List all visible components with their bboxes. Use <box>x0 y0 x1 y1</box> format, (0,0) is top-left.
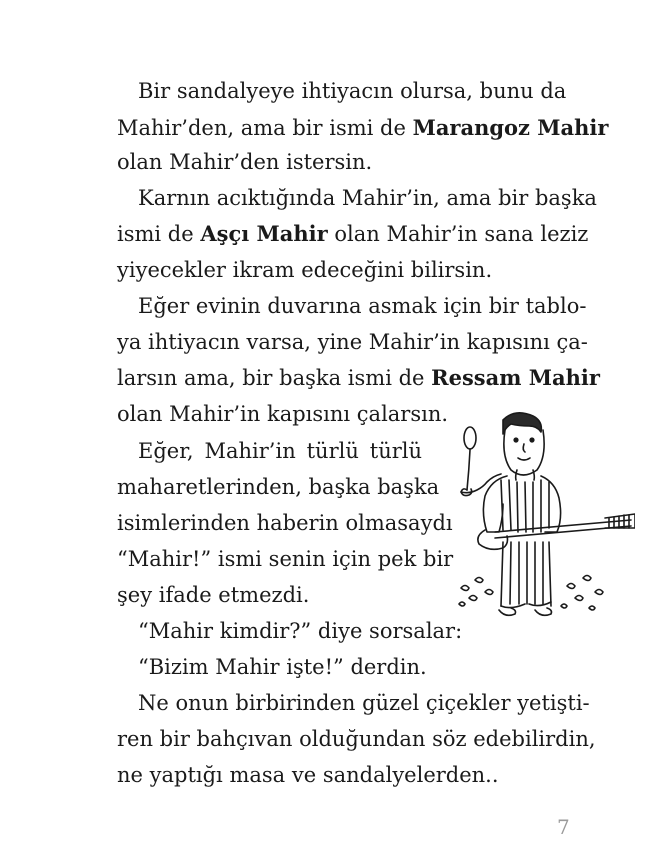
text-line: olan Mahir’in kapısını çalarsın. <box>117 402 449 426</box>
text-line: Eğer evinin duvarına asmak için bir tablo- <box>138 294 587 318</box>
text-line: Mahir’den, ama bir ismi de Marangoz Mahir <box>117 115 609 140</box>
text-line: şey ifade etmezdi. <box>117 583 310 607</box>
text-line: ren bir bahçıvan olduğundan söz edebilirdin, <box>117 727 596 751</box>
text-line: ne yaptığı masa ve sandalyelerden.. <box>117 763 499 787</box>
text-line: yiyecekler ikram edeceğini bilirsin. <box>117 258 493 282</box>
text-line: isimlerinden haberin olmasaydı <box>117 511 453 535</box>
text-line: “Bizim Mahir işte!” derdin. <box>138 655 427 679</box>
text-line: Eğer, Mahir’in türlü türlü <box>138 439 422 463</box>
text-line: Karnın acıktığında Mahir’in, ama bir başka <box>138 186 597 210</box>
text-line: maharetlerinden, başka başka <box>117 475 440 499</box>
text-line: Ne onun birbirinden güzel çiçekler yetişti- <box>138 691 590 715</box>
text-line: “Mahir kimdir?” diye sorsalar: <box>138 619 463 643</box>
text-line: Bir sandalyeye ihtiyacın olursa, bunu da <box>138 79 567 103</box>
gardener-with-spoon-and-rake-icon <box>455 410 635 625</box>
text-line: ismi de Aşçı Mahir olan Mahir’in sana leziz <box>117 221 589 246</box>
text-line: olan Mahir’den istersin. <box>117 150 373 174</box>
text-line: larsın ama, bir başka ismi de Ressam Mahir <box>117 365 600 390</box>
page-number: 7 <box>557 815 570 839</box>
text-line: ya ihtiyacın varsa, yine Mahir’in kapısını ça- <box>117 330 588 354</box>
text-line: “Mahir!” ismi senin için pek bir <box>117 547 454 571</box>
